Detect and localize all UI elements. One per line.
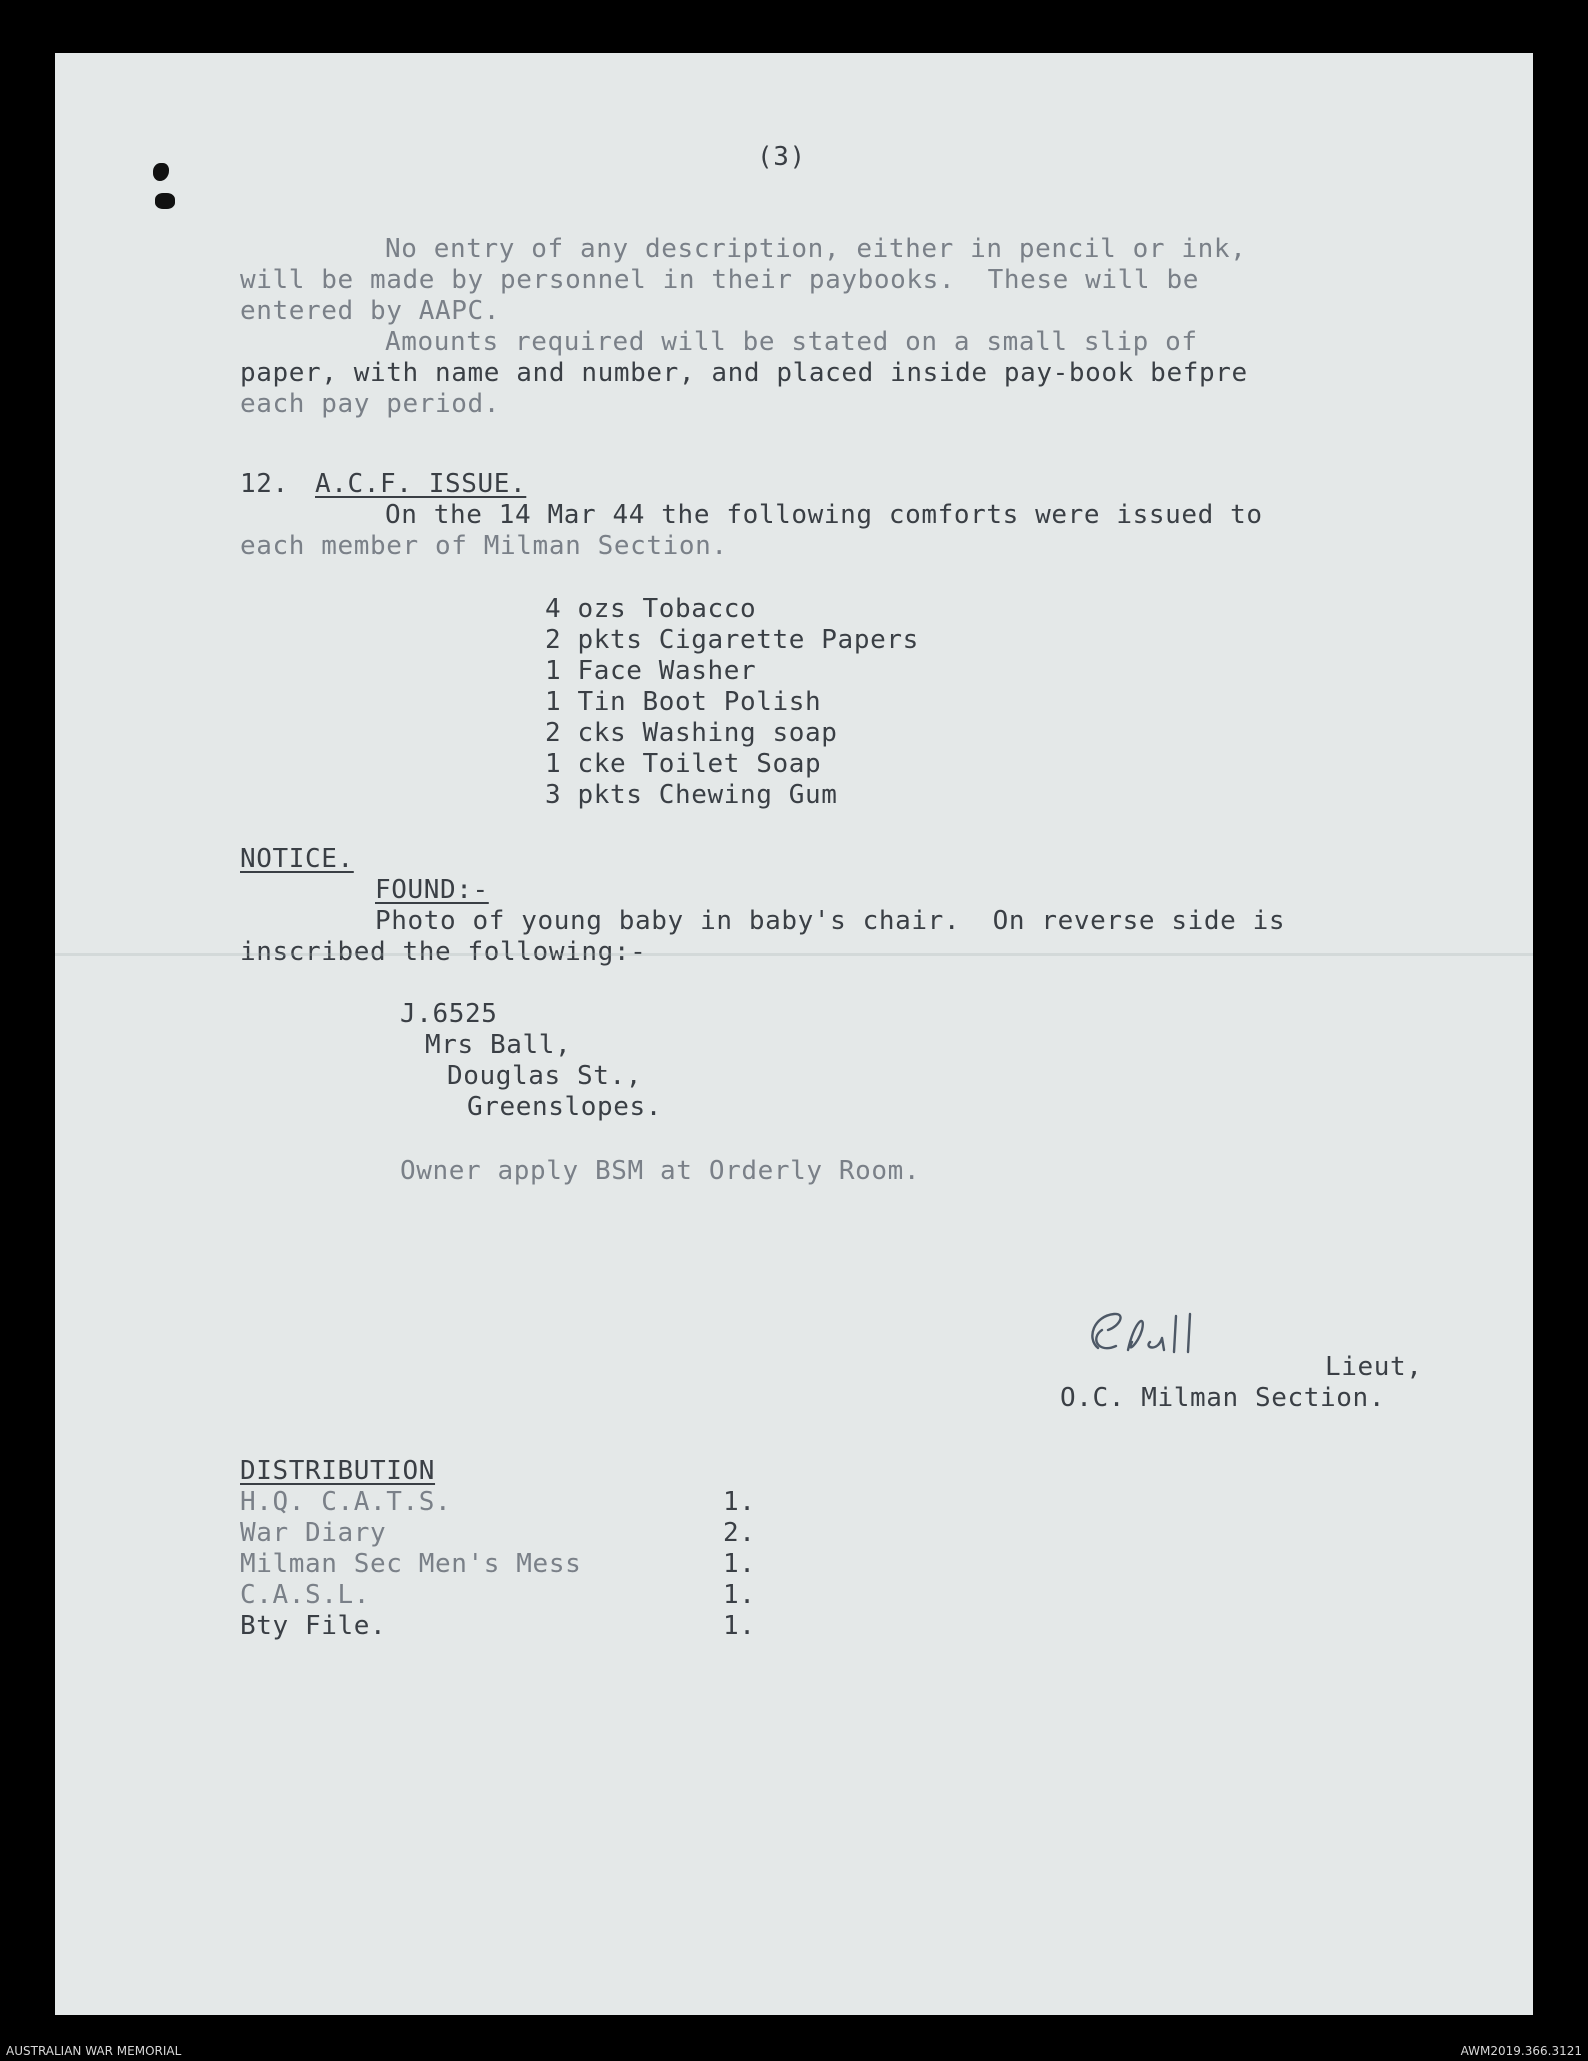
paybook-line-3: entered by AAPC. xyxy=(240,296,501,326)
comfort-item: 2 cks Washing soap xyxy=(545,718,838,748)
paybook-line-5: paper, with name and number, and placed inside pay-book befpre xyxy=(240,358,1248,388)
address-line: J.6525 xyxy=(400,999,498,1029)
distribution-name: Milman Sec Men's Mess xyxy=(240,1549,582,1579)
comfort-item: 4 ozs Tobacco xyxy=(545,594,757,624)
notice-line-1: Photo of young baby in baby's chair. On reverse side is xyxy=(375,906,1286,936)
footer-right: AWM2019.366.3121 xyxy=(1460,2044,1582,2058)
acf-line-1: On the 14 Mar 44 the following comforts were issued to xyxy=(385,500,1263,530)
section-number: 12. xyxy=(240,469,289,499)
signature-rank: Lieut, xyxy=(1325,1352,1423,1382)
distribution-name: C.A.S.L. xyxy=(240,1580,371,1610)
comfort-item: 3 pkts Chewing Gum xyxy=(545,780,838,810)
owner-line: Owner apply BSM at Orderly Room. xyxy=(400,1156,921,1186)
distribution-name: War Diary xyxy=(240,1518,387,1548)
acf-line-2: each member of Milman Section. xyxy=(240,531,728,561)
paybook-line-2: will be made by personnel in their paybooks. These will be xyxy=(240,265,1199,295)
distribution-count: 1. xyxy=(723,1487,756,1517)
punch-hole-top xyxy=(153,163,169,181)
distribution-count: 1. xyxy=(723,1580,756,1610)
document-page xyxy=(55,53,1533,2015)
punch-hole-bottom xyxy=(155,193,175,209)
section-heading: A.C.F. ISSUE. xyxy=(315,469,527,499)
distribution-heading: DISTRIBUTION xyxy=(240,1456,436,1486)
address-line: Mrs Ball, xyxy=(425,1030,572,1060)
comfort-item: 1 Face Washer xyxy=(545,656,757,686)
paybook-line-1: No entry of any description, either in pencil or ink, xyxy=(385,234,1247,264)
notice-line-2: inscribed the following:- xyxy=(240,937,647,967)
distribution-name: H.Q. C.A.T.S. xyxy=(240,1487,452,1517)
comfort-item: 1 cke Toilet Soap xyxy=(545,749,822,779)
found-heading: FOUND:- xyxy=(375,875,489,905)
distribution-count: 1. xyxy=(723,1611,756,1641)
distribution-count: 2. xyxy=(723,1518,756,1548)
signature xyxy=(1080,1308,1230,1368)
comfort-item: 1 Tin Boot Polish xyxy=(545,687,822,717)
comfort-item: 2 pkts Cigarette Papers xyxy=(545,625,919,655)
page-number: (3) xyxy=(757,142,806,172)
distribution-name: Bty File. xyxy=(240,1611,387,1641)
notice-heading: NOTICE. xyxy=(240,844,354,874)
address-line: Greenslopes. xyxy=(467,1092,663,1122)
paybook-line-6: each pay period. xyxy=(240,389,501,419)
footer-left: AUSTRALIAN WAR MEMORIAL xyxy=(6,2044,182,2058)
distribution-count: 1. xyxy=(723,1549,756,1579)
address-line: Douglas St., xyxy=(447,1061,643,1091)
paybook-line-4: Amounts required will be stated on a small slip of xyxy=(385,327,1198,357)
signature-title: O.C. Milman Section. xyxy=(1060,1383,1386,1413)
